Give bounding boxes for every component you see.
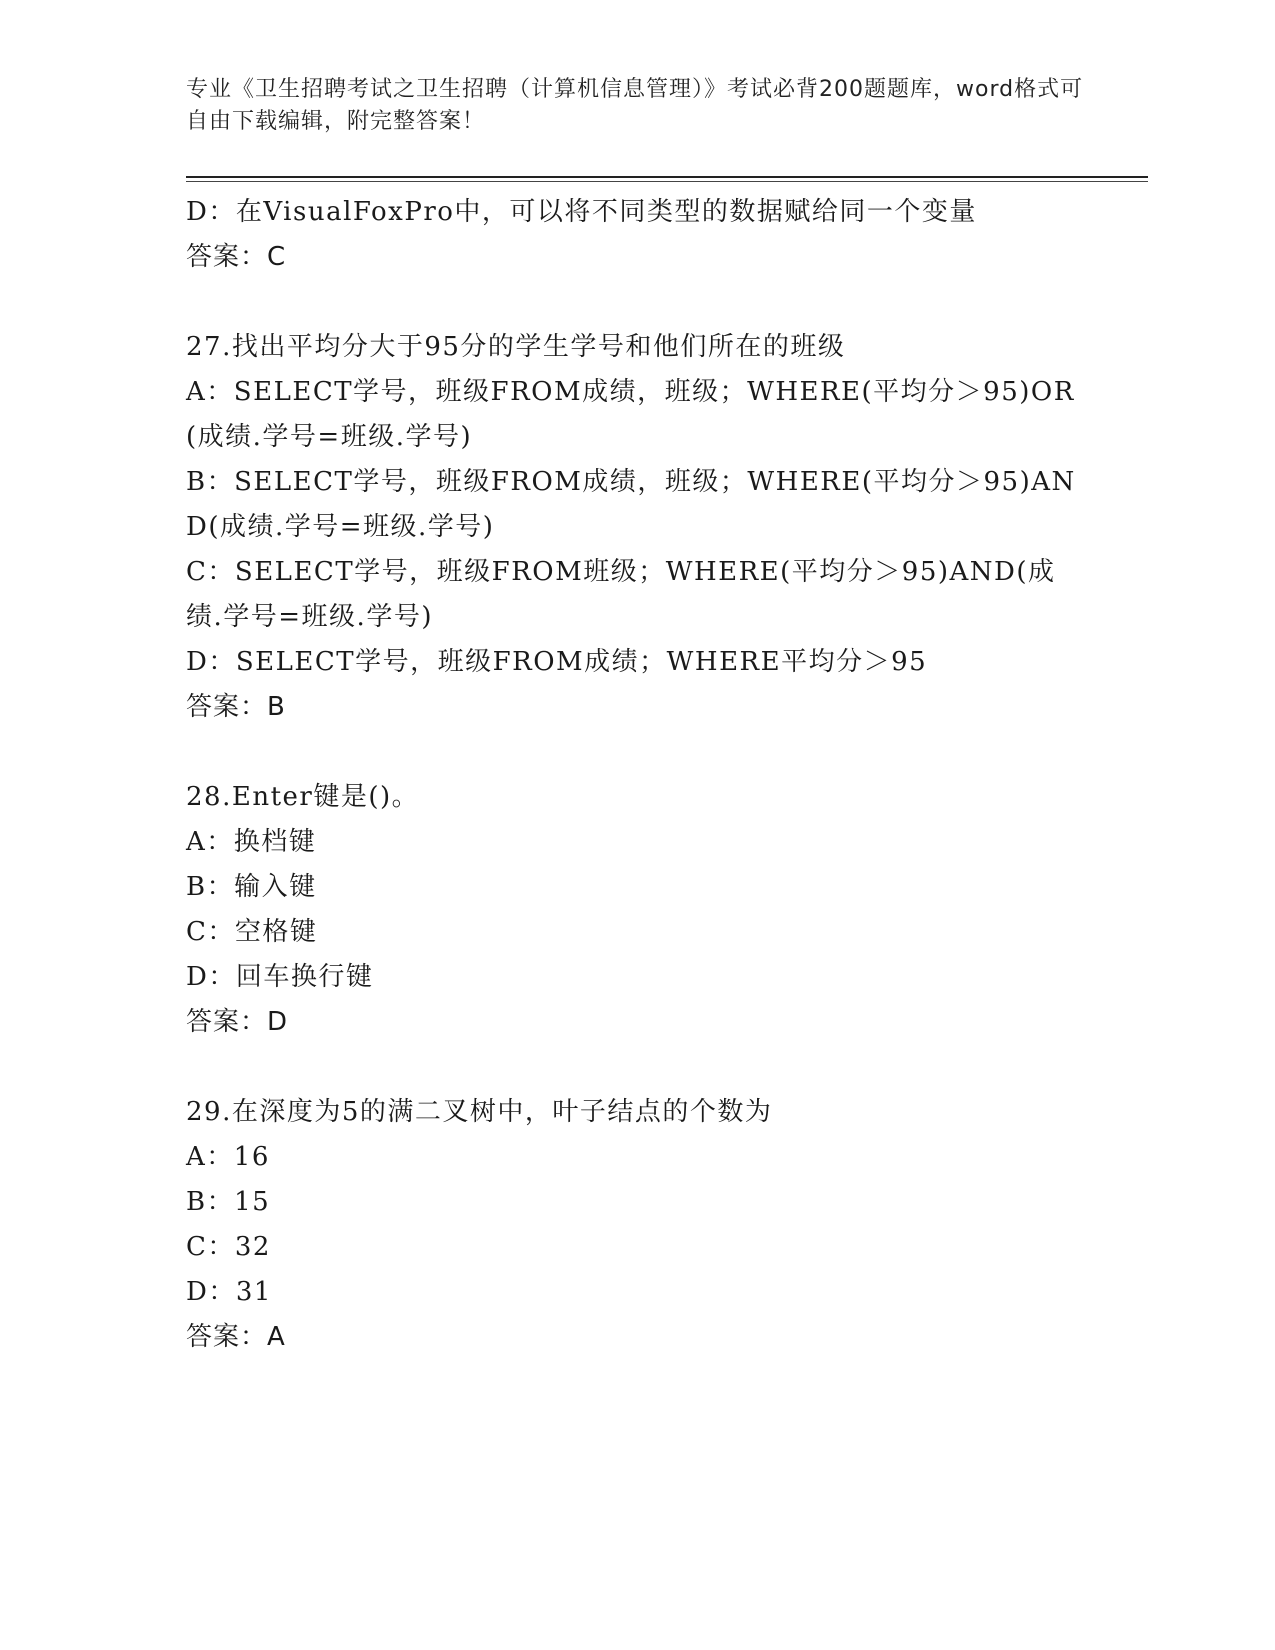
option-a: A：换档键 (186, 827, 317, 857)
answer: 答案：D (186, 1007, 289, 1037)
question-text: 29.在深度为5的满二叉树中，叶子结点的个数为 (186, 1097, 773, 1127)
answer: 答案：B (186, 692, 286, 722)
answer: 答案：A (186, 1322, 286, 1352)
document-content (186, 190, 1086, 1360)
header-text: 专业《卫生招聘考试之卫生招聘（计算机信息管理）》考试必背200题题库，word格式可自由下载编辑，附完整答案！ (186, 77, 1084, 134)
option-a: A：16 (186, 1142, 270, 1172)
option-c: C：SELECT学号，班级FROM班级；WHERE(平均分＞95)AND(成绩.学号=班级.学号) (186, 557, 1056, 632)
question-text: 28.Enter键是()。 (186, 782, 420, 812)
option-b: B：输入键 (186, 872, 317, 902)
option-c: C：32 (186, 1232, 271, 1262)
header-divider-thin (186, 181, 1148, 182)
answer-prev: 答案：C (186, 242, 287, 272)
document-header (186, 74, 1086, 138)
option-a: A：SELECT学号，班级FROM成绩，班级；WHERE(平均分＞95)OR(成绩.学号=班级.学号) (186, 377, 1075, 452)
question-block-27 (186, 325, 1086, 730)
option-d: D：回车换行键 (186, 962, 374, 992)
question-block-29 (186, 1090, 1086, 1360)
question-block-28 (186, 775, 1086, 1045)
option-b: B：15 (186, 1187, 271, 1217)
header-divider-thick (186, 176, 1148, 178)
option-b: B：SELECT学号，班级FROM成绩，班级；WHERE(平均分＞95)AND(成绩.学号=班级.学号) (186, 467, 1076, 542)
spacer (186, 730, 1086, 775)
option-d: D：31 (186, 1277, 272, 1307)
option-d-prev: D：在VisualFoxPro中，可以将不同类型的数据赋给同一个变量 (186, 197, 977, 227)
option-d: D：SELECT学号，班级FROM成绩；WHERE平均分＞95 (186, 647, 928, 677)
option-c: C：空格键 (186, 917, 318, 947)
question-text: 27.找出平均分大于95分的学生学号和他们所在的班级 (186, 332, 846, 362)
spacer (186, 1045, 1086, 1090)
spacer (186, 280, 1086, 325)
